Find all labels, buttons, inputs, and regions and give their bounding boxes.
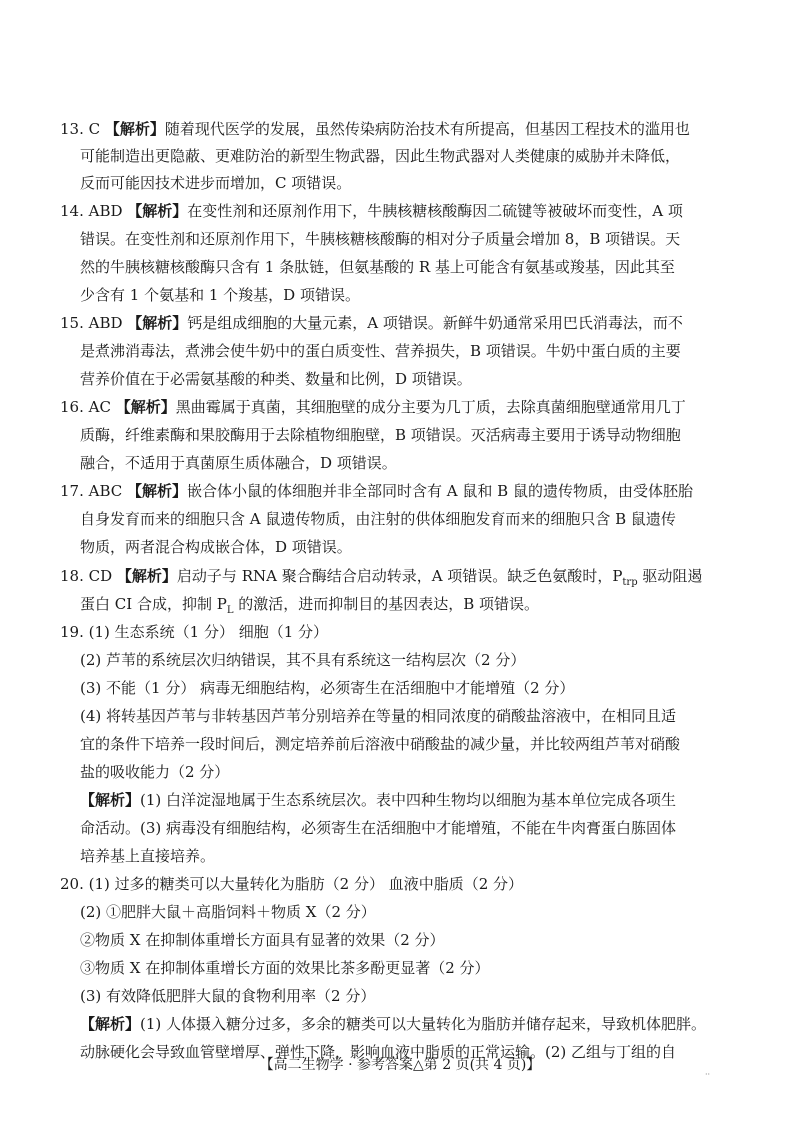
text-line-content bbox=[80, 230, 680, 248]
text-line bbox=[0, 735, 800, 757]
analysis-label: 【解析】 bbox=[127, 482, 188, 500]
text-line-content bbox=[80, 987, 375, 1005]
text-segment: 可能制造出更隐蔽、更难防治的新型生物武器，因此生物武器对人类健康的威胁并未降低， bbox=[80, 147, 681, 165]
text-line bbox=[0, 147, 800, 169]
analysis-label: 【解析】 bbox=[80, 1015, 141, 1033]
text-line bbox=[0, 567, 800, 589]
text-line bbox=[0, 230, 800, 252]
text-line bbox=[0, 623, 800, 645]
text-line bbox=[0, 679, 800, 701]
text-line bbox=[0, 426, 800, 448]
text-line bbox=[0, 314, 800, 336]
text-segment: 18. CD bbox=[60, 567, 117, 585]
text-line-content bbox=[60, 567, 702, 592]
text-segment: 16. AC bbox=[60, 398, 116, 416]
text-line bbox=[0, 370, 800, 392]
text-line bbox=[0, 454, 800, 476]
text-line bbox=[0, 651, 800, 673]
text-line-content bbox=[60, 202, 683, 220]
text-segment: trp bbox=[622, 577, 638, 588]
analysis-label: 【解析】 bbox=[127, 314, 188, 332]
text-line bbox=[0, 258, 800, 280]
text-segment: 培养基上直接培养。 bbox=[80, 847, 216, 865]
text-line bbox=[0, 510, 800, 532]
text-line-content bbox=[80, 903, 376, 921]
text-line-content bbox=[80, 931, 445, 949]
analysis-label: 【解析】 bbox=[115, 398, 176, 416]
text-line-content bbox=[80, 595, 539, 620]
text-line-content bbox=[80, 763, 229, 781]
text-line bbox=[0, 1015, 800, 1037]
text-segment: 14. ABD bbox=[60, 202, 128, 220]
text-line-content bbox=[80, 651, 525, 669]
text-line-content bbox=[60, 314, 683, 332]
text-line-content bbox=[80, 1015, 706, 1033]
text-line-content bbox=[60, 120, 690, 138]
text-line bbox=[0, 987, 800, 1009]
text-segment: (1) 人体摄入糖分过多，多余的糖类可以大量转化为脂肪并储存起来，导致机体肥胖。 bbox=[140, 1015, 707, 1033]
text-segment: 13. C bbox=[60, 120, 105, 138]
text-line bbox=[0, 847, 800, 869]
text-segment: (1) 白洋淀湿地属于生态系统层次。表中四种生物均以细胞为基本单位完成各项生 bbox=[140, 791, 677, 809]
text-segment: ②物质 X 在抑制体重增长方面具有显著的效果（2 分） bbox=[80, 931, 445, 949]
text-line-content bbox=[80, 735, 680, 753]
text-line-content bbox=[80, 819, 676, 837]
text-segment: 蛋白 CI 合成，抑制 P bbox=[80, 595, 227, 613]
text-segment: (2) ①肥胖大鼠＋高脂饲料＋物质 X（2 分） bbox=[80, 903, 376, 921]
text-segment: 自身发育而来的细胞只含 A 鼠遗传物质，由注射的供体细胞发育而来的细胞只含 B 鼠遗传 bbox=[80, 510, 676, 528]
analysis-label: 【解析】 bbox=[104, 120, 165, 138]
text-line-content bbox=[80, 342, 681, 360]
text-segment: 19. (1) 生态系统（1 分） 细胞（1 分） bbox=[60, 623, 329, 641]
text-line-content bbox=[80, 707, 676, 725]
analysis-label: 【解析】 bbox=[127, 202, 188, 220]
text-line-content bbox=[80, 426, 681, 444]
text-segment: ③物质 X 在抑制体重增长方面的效果比茶多酚更显著（2 分） bbox=[80, 959, 490, 977]
text-line bbox=[0, 538, 800, 560]
text-segment: (3) 不能（1 分） 病毒无细胞结构，必须寄生在活细胞中才能增殖（2 分） bbox=[80, 679, 575, 697]
text-line bbox=[0, 202, 800, 224]
text-segment: 少含有 1 个氨基和 1 个羧基，D 项错误。 bbox=[80, 286, 360, 304]
text-line bbox=[0, 342, 800, 364]
text-segment: 15. ABD bbox=[60, 314, 128, 332]
text-segment: 宜的条件下培养一段时间后，测定培养前后溶液中硝酸盐的减少量，并比较两组芦苇对硝酸 bbox=[80, 735, 681, 753]
text-line bbox=[0, 959, 800, 981]
text-line bbox=[0, 398, 800, 420]
text-segment: (4) 将转基因芦苇与非转基因芦苇分别培养在等量的相同浓度的硝酸盐溶液中，在相同且适 bbox=[80, 707, 677, 725]
text-line-content bbox=[80, 679, 574, 697]
text-segment: 启动子与 RNA 聚合酶结合启动转录，A 项错误。缺乏色氨酸时，P bbox=[176, 567, 623, 585]
text-line-content bbox=[80, 454, 397, 472]
text-line-content bbox=[80, 174, 351, 192]
analysis-label: 【解析】 bbox=[116, 567, 177, 585]
text-line-content bbox=[80, 258, 675, 276]
text-segment: 错误。在变性剂和还原剂作用下，牛胰核糖核酸酶的相对分子质量会增加 8，B 项错误。天 bbox=[80, 230, 681, 248]
text-line-content bbox=[60, 623, 328, 641]
text-segment: 随着现代医学的发展，虽然传染病防治技术有所提高，但基因工程技术的滥用也 bbox=[164, 120, 690, 138]
text-segment: 的激活，进而抑制目的基因表达，B 项错误。 bbox=[233, 595, 540, 613]
text-line-content bbox=[60, 482, 693, 500]
text-segment: L bbox=[226, 605, 234, 616]
page-footer: 【高二生物学 · 参考答案△第 2 页(共 4 页)】 bbox=[259, 1057, 541, 1073]
text-line bbox=[0, 875, 800, 897]
text-line-content bbox=[80, 959, 490, 977]
text-segment: 在变性剂和还原剂作用下，牛胰核糖核酸酶因二硫键等被破坏而变性，A 项 bbox=[187, 202, 683, 220]
text-segment: 物质，两者混合构成嵌合体，D 项错误。 bbox=[80, 538, 352, 556]
text-segment: 反而可能因技术进步而增加，C 项错误。 bbox=[80, 174, 352, 192]
text-line-content bbox=[80, 791, 676, 809]
text-line-content bbox=[80, 510, 676, 528]
text-line bbox=[0, 931, 800, 953]
text-segment: 命活动。(3) 病毒没有细胞结构，必须寄生在活细胞中才能增殖，不能在牛肉膏蛋白胨固体 bbox=[80, 819, 677, 837]
corner-mark: ·· bbox=[705, 1070, 711, 1079]
text-segment: 盐的吸收能力（2 分） bbox=[80, 763, 230, 781]
text-segment: 是煮沸消毒法，煮沸会使牛奶中的蛋白质变性、营养损失，B 项错误。牛奶中蛋白质的主要 bbox=[80, 342, 681, 360]
text-segment: 17. ABC bbox=[60, 482, 128, 500]
text-segment: 驱动阻遏 bbox=[637, 567, 703, 585]
text-line bbox=[0, 707, 800, 729]
text-segment: 然的牛胰核糖核酸酶只含有 1 条肽链，但氨基酸的 R 基上可能含有氨基或羧基，因此其至 bbox=[80, 258, 675, 276]
text-line-content bbox=[60, 875, 523, 893]
text-segment: 营养价值在于必需氨基酸的种类、数量和比例，D 项错误。 bbox=[80, 370, 472, 388]
text-line bbox=[0, 286, 800, 308]
text-line bbox=[0, 482, 800, 504]
text-line bbox=[0, 903, 800, 925]
text-line-content bbox=[80, 538, 352, 556]
text-segment: (2) 芦苇的系统层次归纳错误，其不具有系统这一结构层次（2 分） bbox=[80, 651, 526, 669]
text-segment: 钙是组成细胞的大量元素，A 项错误。新鲜牛奶通常采用巴氏消毒法，而不 bbox=[187, 314, 683, 332]
text-line bbox=[0, 174, 800, 196]
text-segment: 黑曲霉属于真菌，其细胞壁的成分主要为几丁质，去除真菌细胞壁通常用几丁 bbox=[175, 398, 686, 416]
text-segment: 20. (1) 过多的糖类可以大量转化为脂肪（2 分） 血液中脂质（2 分） bbox=[60, 875, 524, 893]
text-line-content bbox=[80, 370, 472, 388]
text-line bbox=[0, 120, 800, 142]
text-segment: 融合，不适用于真菌原生质体融合，D 项错误。 bbox=[80, 454, 397, 472]
text-line bbox=[0, 763, 800, 785]
text-line bbox=[0, 791, 800, 813]
text-line-content bbox=[60, 398, 686, 416]
text-segment: 嵌合体小鼠的体细胞并非全部同时含有 A 鼠和 B 鼠的遗传物质，由受体胚胎 bbox=[187, 482, 693, 500]
analysis-label: 【解析】 bbox=[80, 791, 141, 809]
text-segment: 质酶，纤维素酶和果胶酶用于去除植物细胞壁，B 项错误。灭活病毒主要用于诱导动物细胞 bbox=[80, 426, 681, 444]
text-line bbox=[0, 595, 800, 617]
text-line bbox=[0, 819, 800, 841]
text-line-content bbox=[80, 847, 215, 865]
text-line-content bbox=[80, 286, 360, 304]
text-segment: (3) 有效降低肥胖大鼠的食物利用率（2 分） bbox=[80, 987, 376, 1005]
text-line-content bbox=[80, 147, 680, 165]
text-segment: 动脉硬化会导致血管壁增厚、弹性下降，影响血液中脂质的正常运输。(2) 乙组与丁组的自 bbox=[80, 1043, 677, 1061]
